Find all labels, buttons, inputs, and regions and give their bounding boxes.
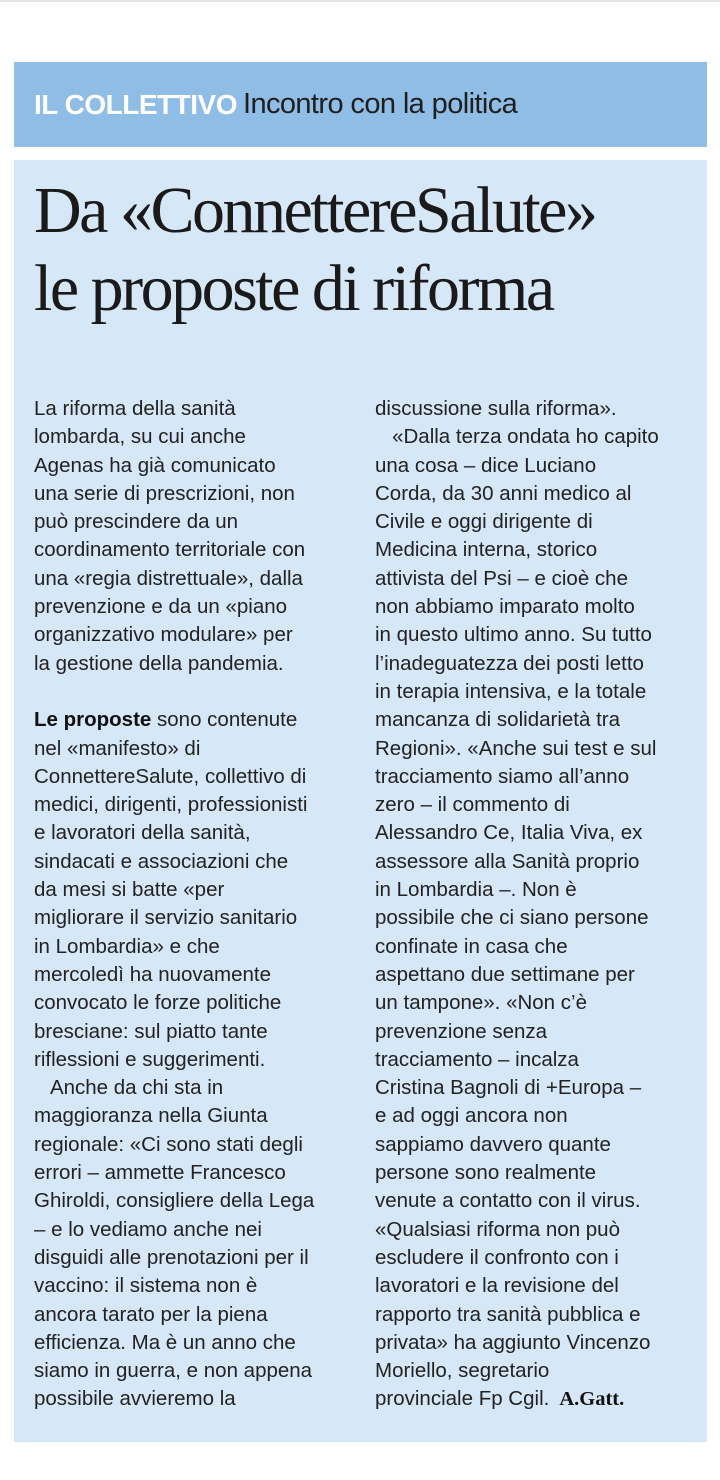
text-line: sappiamo davvero quante — [375, 1132, 611, 1156]
text-line: coordinamento territoriale con — [34, 538, 306, 562]
lead-in-rest: sono contenute — [151, 708, 298, 732]
text-line: l’inadeguatezza dei posti letto — [375, 651, 644, 675]
paragraph-proposals — [34, 706, 352, 1074]
text-line: bresciane: sul piatto tante — [34, 1019, 268, 1043]
text-line: zero – il commento di — [375, 793, 570, 817]
text-line: in terapia intensiva, e la totale — [375, 679, 647, 703]
headline-line: le proposte di riforma — [34, 252, 553, 325]
text-line: ConnettereSalute, collettivo di — [34, 764, 307, 788]
text-line: efficienza. Ma è un anno che — [34, 1330, 296, 1354]
text-line: Medicina interna, storico — [375, 538, 598, 562]
text-line: prevenzione senza — [375, 1019, 548, 1043]
text-line: in Lombardia –. Non è — [375, 878, 577, 902]
text-line: organizzativo modulare» per — [34, 623, 293, 647]
text-line: la gestione della pandemia. — [34, 651, 284, 675]
closing-text: provinciale Fp Cgil. — [375, 1387, 550, 1411]
section-kicker: IL COLLETTIVO — [34, 88, 237, 120]
text-line: venute a contatto con il virus. — [375, 1189, 641, 1213]
text-line: assessore alla Sanità proprio — [375, 849, 640, 873]
text-line: privata» ha aggiunto Vincenzo — [375, 1330, 651, 1354]
text-line: rapporto tra sanità pubblica e — [375, 1302, 641, 1326]
text-line: migliorare il servizio sanitario — [34, 906, 298, 930]
text-line: – e lo vediamo anche nei — [34, 1217, 262, 1241]
text-line: ancora tarato per la piena — [34, 1302, 268, 1326]
text-line: e ad oggi ancora non — [375, 1104, 568, 1128]
text-line: regionale: «Ci sono stati degli — [34, 1132, 303, 1156]
text-line: Civile e oggi dirigente di — [375, 510, 593, 534]
text-line: Moriello, segretario — [375, 1359, 550, 1383]
text-line: in questo ultimo anno. Su tutto — [375, 623, 652, 647]
text-line: lombarda, su cui anche — [34, 425, 246, 449]
text-line: mancanza di solidarietà tra — [375, 708, 620, 732]
text-line: vaccino: il sistema non è — [34, 1274, 258, 1298]
text-line: può prescindere da un — [34, 510, 239, 534]
text-line: mercoledì ha nuovamente — [34, 962, 272, 986]
text-line: Regioni». «Anche sui test e sul — [375, 736, 657, 760]
top-border — [0, 0, 720, 2]
article-panel — [14, 160, 707, 1442]
text-line — [34, 706, 352, 734]
section-banner — [14, 62, 707, 147]
text-line: non abbiamo imparato molto — [375, 595, 635, 619]
text-line: possibile avvieremo la — [34, 1387, 236, 1411]
text-line: medici, dirigenti, professionisti — [34, 793, 308, 817]
text-line: lavoratori e la revisione del — [375, 1274, 619, 1298]
paragraph-intro — [34, 395, 352, 678]
text-line: una serie di prescrizioni, non — [34, 481, 295, 505]
text-line: riflessioni e suggerimenti. — [34, 1047, 266, 1071]
text-line: nel «manifesto» di — [34, 736, 201, 760]
author-signature: A.Gatt. — [559, 1388, 625, 1411]
text-line: possibile che ci siano persone — [375, 906, 649, 930]
text-line: tracciamento siamo all’anno — [375, 764, 630, 788]
text-line: Agenas ha già comunicato — [34, 453, 276, 477]
text-line: un tampone». «Non c’è — [375, 991, 587, 1015]
text-line: sindacati e associazioni che — [34, 849, 289, 873]
text-line: una cosa – dice Luciano — [375, 453, 597, 477]
article-column-left — [34, 395, 352, 1414]
text-line: prevenzione e da un «piano — [34, 595, 288, 619]
text-line — [375, 1385, 695, 1413]
text-line: tracciamento – incalza — [375, 1047, 579, 1071]
paragraph-gap — [34, 678, 352, 706]
text-line: in Lombardia» e che — [34, 934, 220, 958]
text-line: attivista del Psi – e cioè che — [375, 566, 628, 590]
text-line: Corda, da 30 anni medico al — [375, 481, 632, 505]
text-line: errori – ammette Francesco — [34, 1161, 286, 1185]
text-line: Ghiroldi, consigliere della Lega — [34, 1189, 315, 1213]
text-line: «Qualsiasi riforma non può — [375, 1217, 620, 1241]
section-subject: Incontro con la politica — [242, 88, 518, 120]
text-line: Alessandro Ce, Italia Viva, ex — [375, 821, 643, 845]
text-line: da mesi si batte «per — [34, 878, 225, 902]
text-line: Cristina Bagnoli di +Europa – — [375, 1076, 642, 1100]
article-headline — [34, 172, 702, 328]
text-line: siamo in guerra, e non appena — [34, 1359, 313, 1383]
paragraph-majority — [34, 1074, 352, 1414]
text-line: e lavoratori della sanità, — [34, 821, 251, 845]
paragraph-continued — [375, 395, 695, 1414]
text-line: maggioranza nella Giunta — [34, 1104, 268, 1128]
article-column-right — [375, 395, 695, 1414]
text-line: escludere il confronto con i — [375, 1245, 619, 1269]
text-line: La riforma della sanità — [34, 397, 236, 420]
text-line: discussione sulla riforma». — [375, 397, 617, 420]
text-line: confinate in casa che — [375, 934, 568, 958]
text-line: disguidi alle prenotazioni per il — [34, 1245, 309, 1269]
headline-line: Da «ConnettereSalute» — [34, 174, 596, 247]
text-line: persone sono realmente — [375, 1161, 597, 1185]
text-line: una «regia distrettuale», dalla — [34, 566, 303, 590]
text-line: «Dalla terza ondata ho capito — [375, 425, 659, 449]
text-line: Anche da chi sta in — [34, 1076, 224, 1100]
text-line: convocato le forze politiche — [34, 991, 282, 1015]
text-line: aspettano due settimane per — [375, 962, 635, 986]
lead-in-bold: Le proposte — [34, 708, 152, 732]
